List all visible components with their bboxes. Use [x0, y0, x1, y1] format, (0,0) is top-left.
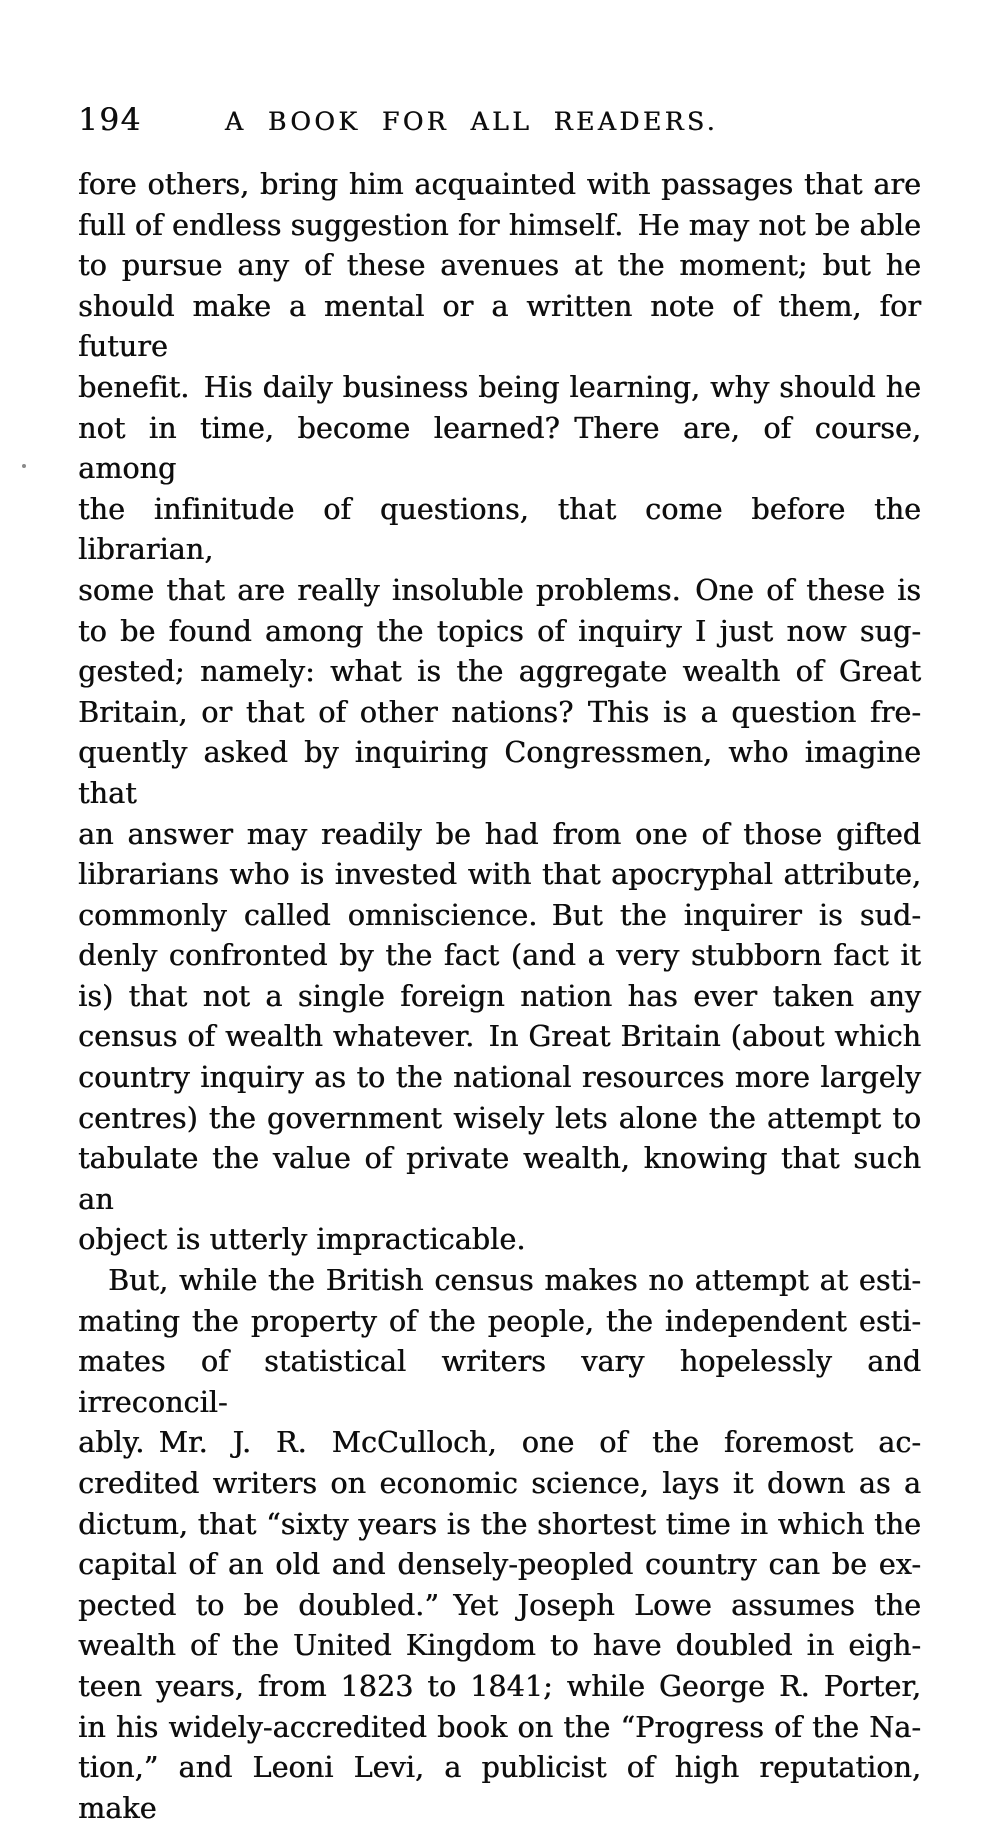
text-line: full of endless suggestion for himself. He may not be able	[78, 208, 921, 242]
page-header	[78, 100, 921, 140]
text-line: librarians who is invested with that apocryphal attribute,	[78, 858, 921, 892]
text-line: gested; namely: what is the aggregate wealth of Great	[78, 655, 921, 689]
text-line: denly confronted by the fact (and a very stubborn fact it	[78, 939, 921, 973]
text-line: mating the property of the people, the independent esti-	[78, 1304, 921, 1338]
scan-artifact-dot	[22, 464, 26, 468]
text-line: the infinitude of questions, that come before the librarian,	[78, 492, 921, 567]
text-line: centres) the government wisely lets alone the attempt to	[78, 1101, 921, 1135]
text-line: to pursue any of these avenues at the moment; but he	[78, 249, 921, 283]
text-line: commonly called omniscience. But the inquirer is sud-	[78, 898, 921, 932]
text-line: credited writers on economic science, lays it down as a	[78, 1467, 921, 1500]
text-line: object is utterly impracticable.	[78, 1223, 526, 1257]
text-line: benefit. His daily business being learning, why should he	[78, 370, 921, 404]
text-line: wealth of the United Kingdom to have doubled in eigh-	[78, 1629, 921, 1663]
text-line: capital of an old and densely-peopled country can be ex-	[78, 1548, 921, 1582]
text-line: teen years, from 1823 to 1841; while George R. Porter,	[78, 1669, 921, 1703]
text-line: quently asked by inquiring Congressmen, who imagine that	[78, 736, 921, 810]
text-line: tion,” and Leoni Levi, a publicist of high reputation, make	[78, 1751, 921, 1825]
page-number: 194	[78, 102, 142, 138]
text-line: ably. Mr. J. R. McCulloch, one of the foremost ac-	[78, 1426, 921, 1460]
text-line: dictum, that “sixty years is the shortest time in which the	[78, 1507, 921, 1541]
text-line: pected to be doubled.” Yet Joseph Lowe assumes the	[78, 1588, 921, 1622]
text-line: But, while the British census makes no attempt at esti-	[108, 1264, 921, 1298]
text-line: tabulate the value of private wealth, knowing that such an	[78, 1142, 921, 1216]
text-line: an answer may readily be had from one of those gifted	[78, 817, 921, 851]
text-line: country inquiry as to the national resources more largely	[78, 1061, 921, 1095]
text-line: Britain, or that of other nations? This is a question fre-	[78, 695, 921, 729]
body-text	[78, 165, 921, 1829]
text-line: mates of statistical writers vary hopelessly and irreconcil-	[78, 1345, 921, 1419]
text-line: not in time, become learned? There are, of course, among	[78, 411, 921, 486]
text-line: in his widely-accredited book on the “Progress of the Na-	[78, 1710, 921, 1744]
text-line: is) that not a single foreign nation has ever taken any	[78, 979, 921, 1013]
running-title: A BOOK FOR ALL READERS.	[224, 107, 719, 136]
text-line: fore others, bring him acquainted with passages that are	[78, 168, 921, 201]
text-line: census of wealth whatever. In Great Britain (about which	[78, 1020, 921, 1054]
text-line: should make a mental or a written note of them, for future	[78, 289, 921, 364]
text-line: some that are really insoluble problems. One of these is	[78, 573, 921, 607]
text-line: to be found among the topics of inquiry I just now sug-	[78, 614, 921, 648]
